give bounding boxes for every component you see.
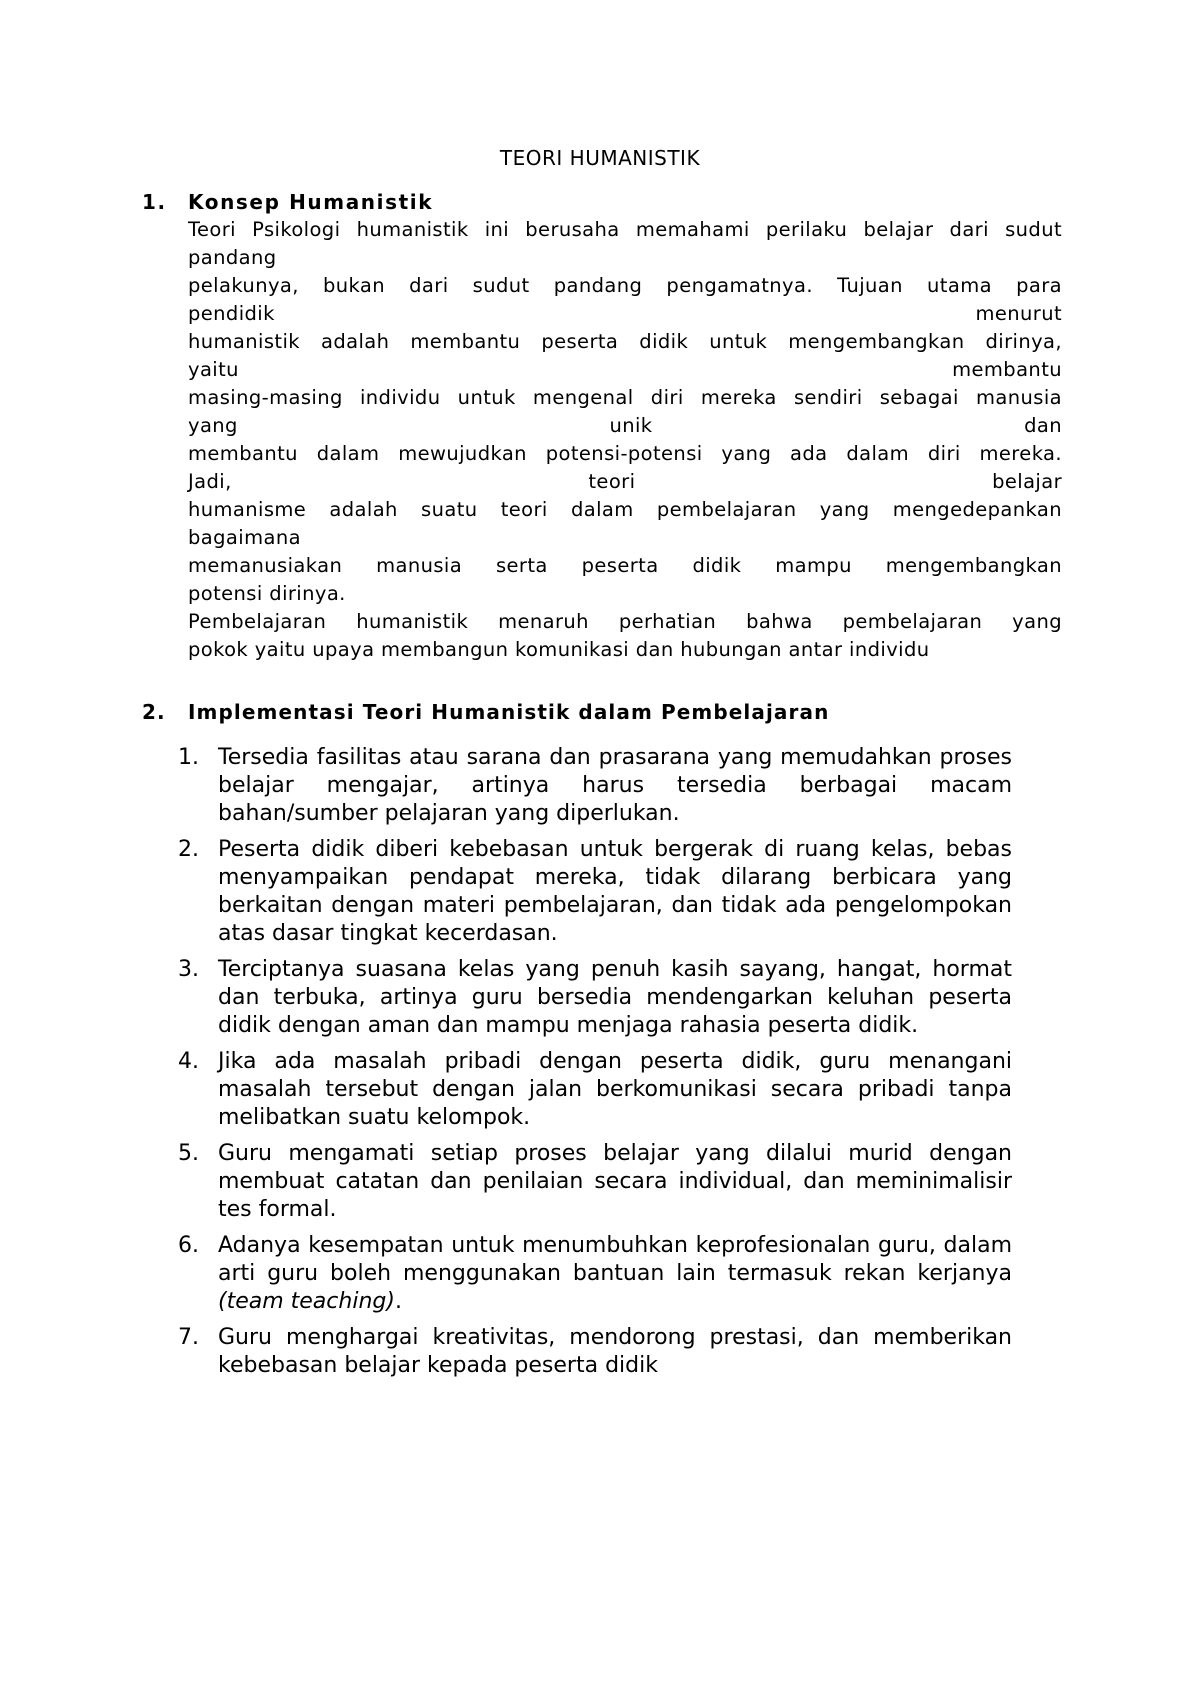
list-item-text-end: . [394,1289,402,1314]
paragraph-line: pandang [188,246,277,269]
list-item [178,836,1012,948]
paragraph-line: yaitu membantu [188,358,1062,381]
list-item-number: 4. [178,1049,199,1074]
section-number: 1. [142,190,167,214]
paragraph-line: pelakunya, bukan dari sudut pandang pengamatnya. Tujuan utama para [188,274,1062,297]
section-heading-text: Implementasi Teori Humanistik dalam Pembelajaran [188,700,830,724]
section-heading-text: Konsep Humanistik [188,190,434,214]
list-item [178,1232,1012,1316]
section-implementasi [142,698,1062,1388]
paragraph-line: humanistik adalah membantu peserta didik untuk mengembangkan dirinya, [188,330,1062,353]
list-item-number: 7. [178,1325,199,1350]
list-item-text: Tersedia fasilitas atau sarana dan prasarana yang memudahkan proses belajar mengajar, artinya harus tersedia berbagai macam bahan/sumber pelajaran yang diperlukan. [218,745,1012,826]
section-number: 2. [142,700,166,724]
paragraph-line: Pembelajaran humanistik menaruh perhatian bahwa pembelajaran yang [188,610,1062,633]
list-item-text-main: Adanya kesempatan untuk menumbuhkan keprofesionalan guru, dalam arti guru boleh menggunakan bantuan lain termasuk rekan kerjanya [218,1233,1012,1286]
list-item-number: 6. [178,1233,199,1258]
page-title: TEORI HUMANISTIK [499,146,701,170]
list-item-text: Guru mengamati setiap proses belajar yang dilalui murid dengan membuat catatan dan penilaian secara individual, dan meminimalisir tes formal. [218,1141,1012,1222]
list-item-text [218,1233,1012,1314]
list-item-text: Terciptanya suasana kelas yang penuh kasih sayang, hangat, hormat dan terbuka, artinya guru bersedia mendengarkan keluhan peserta didik dengan aman dan mampu menjaga rahasia peserta didik. [218,957,1012,1038]
paragraph-line: bagaimana [188,526,301,549]
list-item-number: 5. [178,1141,199,1166]
paragraph-line: Jadi, teori belajar [188,470,1062,493]
list-item [178,956,1012,1040]
section-body [188,216,1062,664]
list-item-text: Peserta didik diberi kebebasan untuk bergerak di ruang kelas, bebas menyampaikan pendapat mereka, tidak dilarang berbicara yang berkaitan dengan materi pembelajaran, dan tidak ada pengelompokan atas dasar tingkat kecerdasan. [218,837,1012,946]
list-item [178,1048,1012,1132]
list-item-text-italic: (team teaching) [218,1289,395,1314]
section-heading [142,698,1062,726]
section-heading [142,188,1062,216]
list-item [178,1140,1012,1224]
section-konsep-humanistik [142,188,1062,664]
paragraph-line: pendidik menurut [188,302,1062,325]
list-item [178,744,1012,828]
implementation-list [142,744,1062,1380]
list-item [178,1324,1012,1380]
paragraph-line: Teori Psikologi humanistik ini berusaha memahami perilaku belajar dari sudut [188,218,1062,241]
list-item-text: Guru menghargai kreativitas, mendorong prestasi, dan memberikan kebebasan belajar kepada peserta didik [218,1325,1012,1378]
paragraph-line: potensi dirinya. [188,582,346,605]
paragraph-line: yang unik dan [188,414,1062,437]
list-item-number: 3. [178,957,199,982]
paragraph-line: membantu dalam mewujudkan potensi-potensi yang ada dalam diri mereka. [188,442,1062,465]
list-item-text: Jika ada masalah pribadi dengan peserta didik, guru menangani masalah tersebut dengan jalan berkomunikasi secara pribadi tanpa melibatkan suatu kelompok. [218,1049,1012,1130]
list-item-number: 2. [178,837,199,862]
paragraph-line: pokok yaitu upaya membangun komunikasi dan hubungan antar individu [188,638,930,661]
list-item-number: 1. [178,745,199,770]
paragraph-line: humanisme adalah suatu teori dalam pembelajaran yang mengedepankan [188,498,1062,521]
paragraph-line: memanusiakan manusia serta peserta didik mampu mengembangkan [188,554,1062,577]
paragraph-line: masing-masing individu untuk mengenal diri mereka sendiri sebagai manusia [188,386,1062,409]
